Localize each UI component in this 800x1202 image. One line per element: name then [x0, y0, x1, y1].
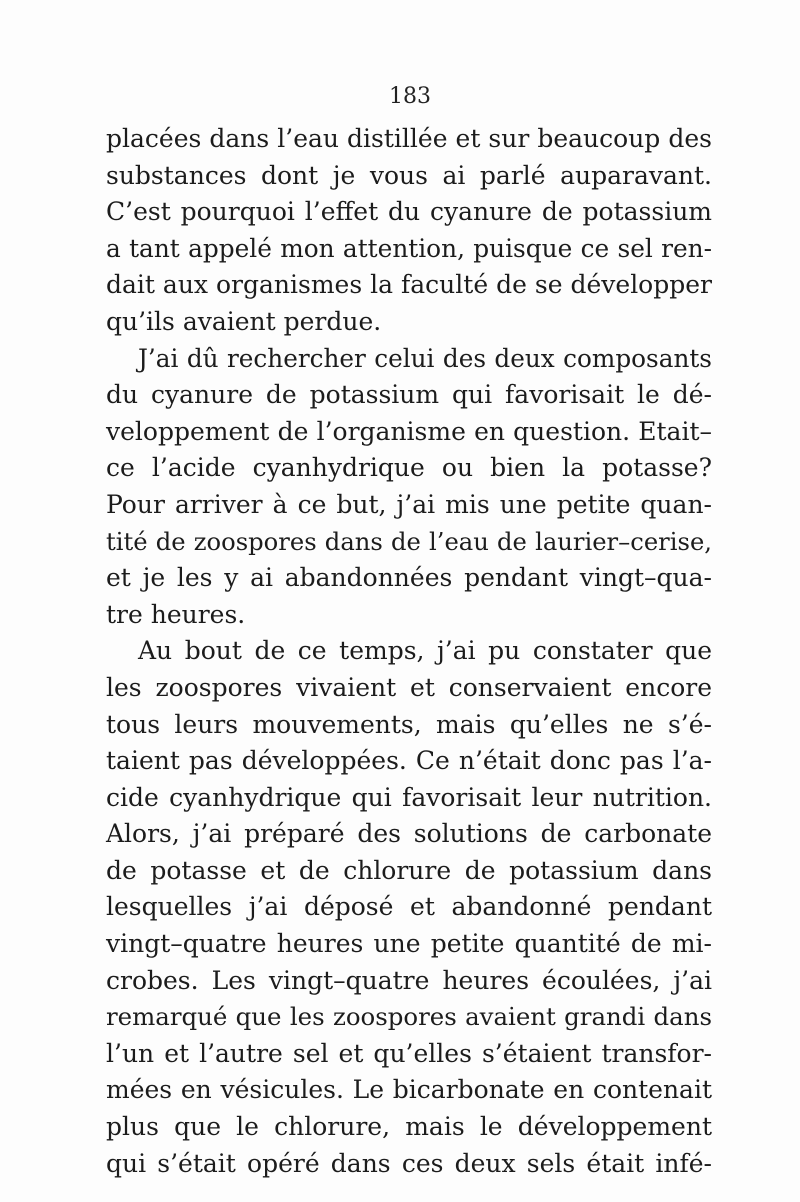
text-line: lesquelles j’ai déposé et abandonné pendant: [106, 892, 712, 922]
body-text: [106, 121, 712, 1182]
text-line: tité de zoospores dans de l’eau de laurier–cerise,: [106, 526, 712, 556]
text-line: l’un et l’autre sel et qu’elles s’étaient transfor-: [106, 1038, 712, 1068]
text-line: Au bout de ce temps, j’ai pu constater que: [138, 636, 712, 666]
text-line: de potasse et de chlorure de potassium dans: [106, 855, 712, 885]
text-line: dait aux organismes la faculté de se développer: [106, 270, 712, 300]
text-line: Alors, j’ai préparé des solutions de carbonate: [106, 819, 712, 849]
text-line: Pour arriver à ce but, j’ai mis une petite quan-: [106, 489, 712, 519]
text-line: remarqué que les zoospores avaient grandi dans: [106, 1002, 712, 1032]
text-line: les zoospores vivaient et conservaient encore: [106, 672, 712, 702]
text-line: substances dont je vous ai parlé auparavant.: [106, 160, 712, 190]
text-line: du cyanure de potassium qui favorisait le dé-: [106, 380, 712, 410]
text-line: veloppement de l’organisme en question. Etait–: [106, 416, 712, 446]
text-line: a tant appelé mon attention, puisque ce sel ren-: [106, 233, 712, 263]
page-number: 183: [389, 84, 431, 109]
text-line: plus que le chlorure, mais le développement: [106, 1112, 712, 1142]
text-line: qui s’était opéré dans ces deux sels était infé-: [106, 1148, 712, 1178]
text-line: J’ai dû rechercher celui des deux composants: [138, 343, 712, 373]
text-line: crobes. Les vingt–quatre heures écoulées, j’ai: [106, 965, 712, 995]
text-line: tre heures.: [106, 599, 246, 629]
text-line: ce l’acide cyanhydrique ou bien la potasse?: [106, 453, 712, 483]
text-line: placées dans l’eau distillée et sur beaucoup des: [106, 124, 712, 153]
text-line: taient pas développées. Ce n’était donc pas l’a-: [106, 746, 712, 776]
text-line: vingt–quatre heures une petite quantité de mi-: [106, 929, 712, 959]
text-line: cide cyanhydrique qui favorisait leur nutrition.: [106, 782, 712, 812]
text-line: qu’ils avaient perdue.: [106, 306, 382, 336]
text-line: C’est pourquoi l’effet du cyanure de potassium: [106, 197, 712, 227]
text-line: mées en vésicules. Le bicarbonate en contenait: [106, 1075, 712, 1105]
text-line: tous leurs mouvements, mais qu’elles ne s’é-: [106, 709, 712, 739]
text-line: et je les y ai abandonnées pendant vingt–qua-: [106, 563, 712, 593]
